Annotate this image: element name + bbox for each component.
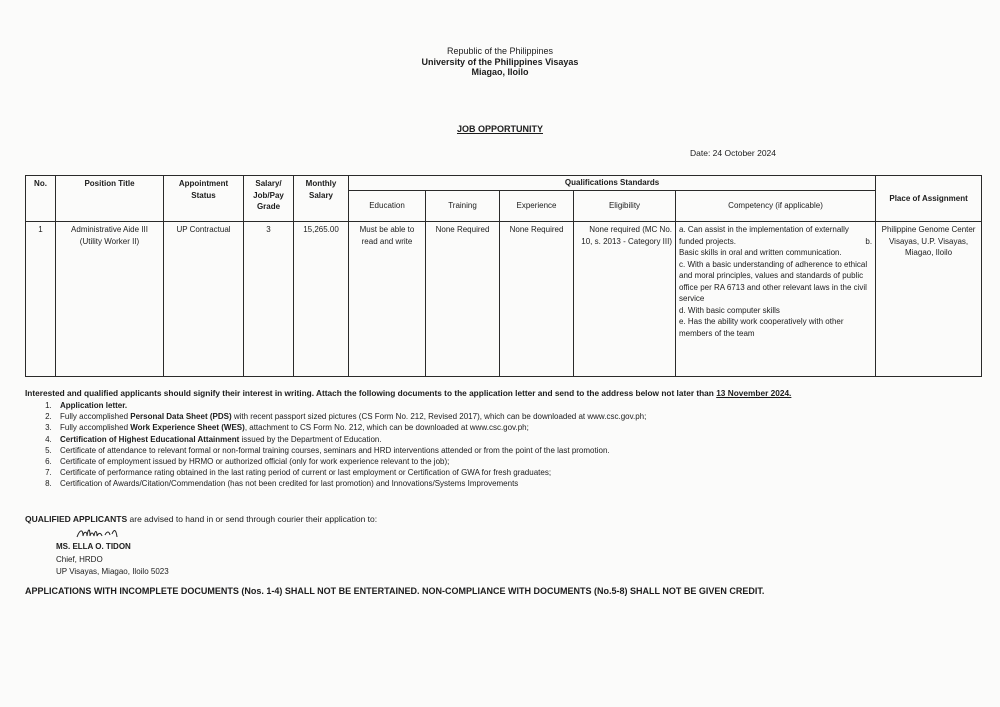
requirement-text-bold: Personal Data Sheet (PDS): [130, 412, 232, 422]
header-eligibility: Eligibility: [574, 191, 676, 222]
header-competency: Competency (if applicable): [676, 191, 876, 222]
signatory-address: UP Visayas, Miagao, Iloilo 5023: [56, 567, 169, 576]
header-position: Position Title: [56, 176, 164, 222]
header-training: Training: [426, 191, 500, 222]
requirement-item: [54, 422, 954, 433]
cell-competency: [676, 222, 876, 377]
deadline-date: 13 November 2024.: [716, 388, 792, 398]
competency-d: d. With basic computer skills: [679, 305, 780, 315]
requirement-text-pre: Certificate of employment issued by HRMO or authorized official (only for work experience relevant to the job);: [60, 457, 450, 467]
requirement-text-post: , attachment to CS Form No. 212, which can be downloaded at www.csc.gov.ph;: [244, 423, 529, 433]
instructions-intro: Interested and qualified applicants should signify their interest in writing. Attach the following documents to the application letter and send to the address below not later than 13 November 2024.: [25, 388, 792, 398]
letterhead: [0, 46, 1000, 78]
cell-grade: 3: [244, 222, 294, 377]
final-note: APPLICATIONS WITH INCOMPLETE DOCUMENTS (Nos. 1-4) SHALL NOT BE ENTERTAINED. NON-COMPLIANCE WITH DOCUMENTS (No.5-8) SHALL NOT BE GIVEN CREDIT.: [25, 586, 765, 596]
cell-appointment: UP Contractual: [164, 222, 244, 377]
requirement-item: [54, 478, 954, 489]
requirement-text-pre: Certificate of attendance to relevant formal or non-formal training courses, seminars and HRD interventions attended or from the point of the last promotion.: [60, 445, 610, 455]
signatory-block: [56, 541, 169, 579]
requirement-text-post: issued by the Department of Education.: [239, 434, 382, 444]
header-no: No.: [26, 176, 56, 222]
cell-experience: None Required: [500, 222, 574, 377]
posting-date: Date: 24 October 2024: [690, 148, 777, 158]
cell-eligibility: None required (MC No. 10, s. 2013 - Category III): [574, 222, 676, 377]
header-grade: Salary/ Job/Pay Grade: [244, 176, 294, 222]
cell-training: None Required: [426, 222, 500, 377]
header-experience: Experience: [500, 191, 574, 222]
signature-mark: [75, 525, 121, 541]
cell-place: Philippine Genome Center Visayas, U.P. Visayas, Miagao, Iloilo: [876, 222, 982, 377]
requirement-item: [54, 467, 954, 478]
requirement-item: [54, 445, 954, 456]
requirement-item: [54, 434, 954, 445]
requirement-text-bold: Work Experience Sheet (WES): [130, 423, 245, 433]
letterhead-location: Miagao, Iloilo: [471, 67, 529, 77]
competency-e: e. Has the ability work cooperatively with other members of the team: [679, 317, 844, 338]
requirement-text-pre: Fully accomplished: [60, 412, 131, 422]
competency-c: c. With a basic understanding of adherence to ethical and moral principles, values and standards of public office per RA 6713 and other relevant laws in the civil service: [679, 259, 868, 303]
table-row: [26, 222, 982, 377]
letterhead-republic: Republic of the Philippines: [446, 46, 554, 56]
cell-salary: 15,265.00: [294, 222, 349, 377]
requirement-text-pre: Certification of Awards/Citation/Commendation (has not been credited for last promotion) and Innovations/Systems Improvements: [60, 479, 519, 489]
signatory-position: Chief, HRDO: [56, 554, 103, 564]
cell-no: 1: [26, 222, 56, 377]
letterhead-university: University of the Philippines Visayas: [421, 56, 579, 67]
header-education: Education: [349, 191, 426, 222]
page-title: JOB OPPORTUNITY: [456, 124, 543, 134]
cell-position: Administrative Aide III (Utility Worker II): [56, 222, 164, 377]
header-appointment: Appointment Status: [164, 176, 244, 222]
job-table: [25, 175, 982, 377]
header-salary: Monthly Salary: [294, 176, 349, 222]
header-place: Place of Assignment: [876, 176, 982, 222]
requirement-text-pre: Certificate of performance rating obtained in the last rating period of current or last employment or Certification of GWA for fresh graduates;: [60, 468, 552, 478]
signatory-name: MS. ELLA O. TIDON: [56, 542, 131, 551]
requirement-text-post: with recent passport sized pictures (CS Form No. 212, Revised 2017), which can be downloaded at www.csc.gov.ph;: [231, 412, 647, 422]
requirements-list: [20, 400, 954, 490]
qualified-applicants-note: QUALIFIED APPLICANTS are advised to hand in or send through courier their application to:: [25, 514, 378, 524]
requirement-text-bold: Application letter.: [60, 401, 128, 410]
competency-a: a. Can assist in the implementation of externally funded projects.: [679, 225, 849, 246]
competency-b: Basic skills in oral and written communication.: [679, 248, 842, 257]
requirement-text-pre: Fully accomplished: [60, 423, 131, 433]
requirement-item: [54, 400, 954, 411]
requirement-item: [54, 411, 954, 422]
cell-education: Must be able to read and write: [349, 222, 426, 377]
header-qualifications: Qualifications Standards: [349, 176, 876, 191]
requirement-text-bold: Certification of Highest Educational Attainment: [60, 434, 240, 444]
competency-b-marker: b.: [865, 236, 873, 246]
requirement-item: [54, 456, 954, 467]
